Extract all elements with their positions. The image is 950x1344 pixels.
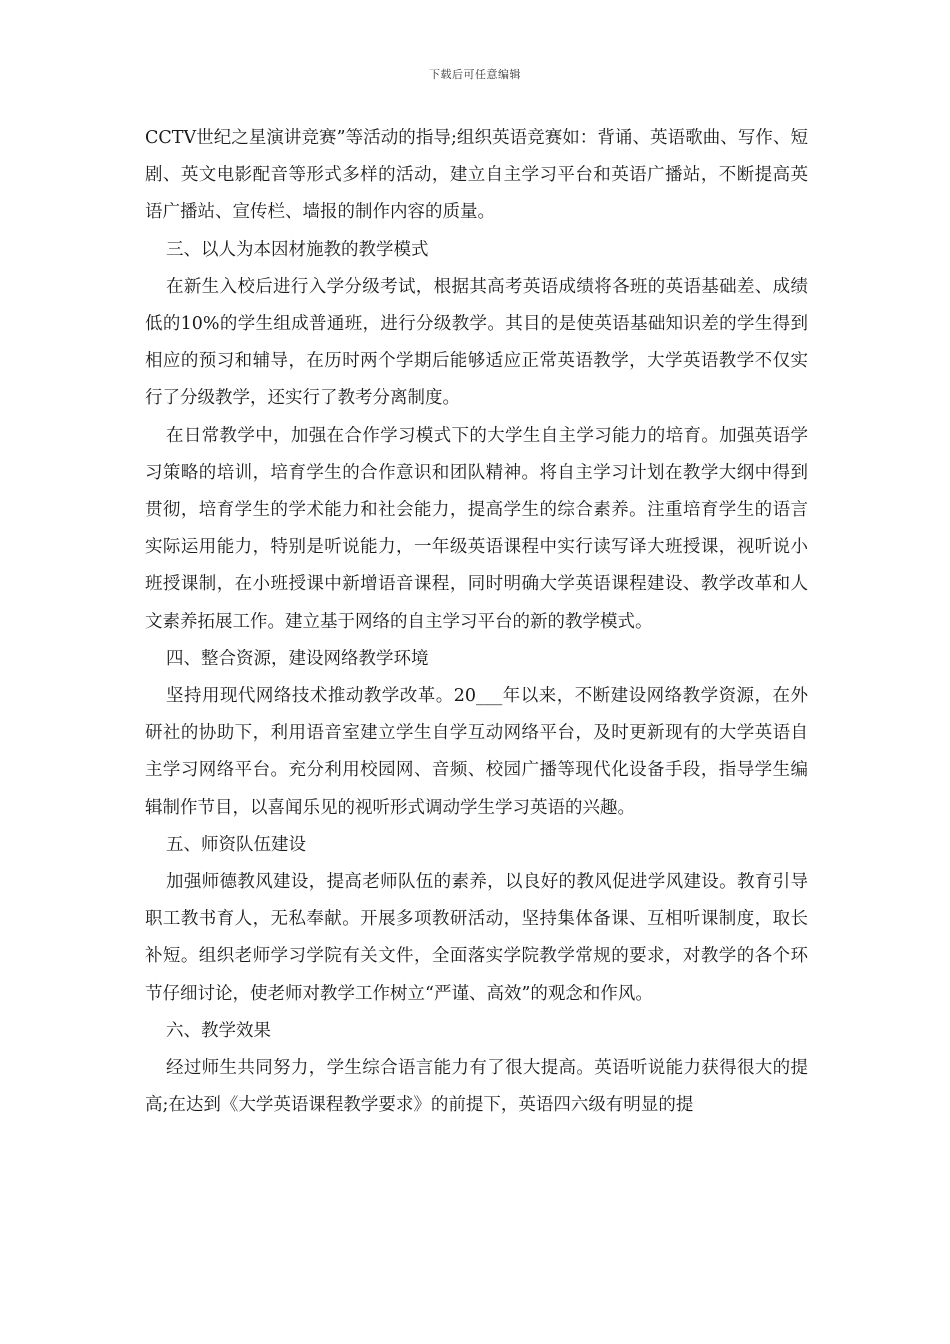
section-heading-3: 三、以人为本因材施教的教学模式 (166, 239, 429, 260)
section-heading-6: 六、教学效果 (166, 1020, 271, 1041)
paragraph: 加强师德教风建设，提高老师队伍的素养，以良好的教风促进学风建设。教育引导职工教书育人，无私奉献。开展多项教研活动，坚持集体备课、互相听课制度，取长补短。组织老师学习学院有关文件，全面落实学院教学常规的要求，对教学的各个环节仔细讨论，使老师对教学工作树立“严谨、高效”的观念和作风。 (145, 872, 808, 1004)
paragraph: 在新生入校后进行入学分级考试，根据其高考英语成绩将各班的英语基础差、成绩低的10%的学生组成普通班，进行分级教学。其目的是使英语基础知识差的学生得到相应的预习和辅导，在历时两个学期后能够适应正常英语教学，大学英语教学不仅实行了分级教学，还实行了教考分离制度。 (145, 276, 808, 409)
paragraph: 坚持用现代网络技术推动教学改革。20___年以来，不断建设网络教学资源，在外研社的协助下，利用语音室建立学生自学互动网络平台，及时更新现有的大学英语自主学习网络平台。充分利用校园网、音频、校园广播等现代化设备手段，指导学生编辑制作节目，以喜闻乐见的视听形式调动学生学习英语的兴趣。 (145, 686, 808, 818)
paragraph: 在日常教学中，加强在合作学习模式下的大学生自主学习能力的培育。加强英语学习策略的培训，培育学生的合作意识和团队精神。将自主学习计划在教学大纲中得到贯彻，培育学生的学术能力和社会能力，提高学生的综合素养。注重培育学生的语言实际运用能力，特别是听说能力，一年级英语课程中实行读写译大班授课，视听说小班授课制，在小班授课中新增语音课程，同时明确大学英语课程建设、教学改革和人文素养拓展工作。建立基于网络的自主学习平台的新的教学模式。 (145, 425, 808, 632)
section-heading-5: 五、师资队伍建设 (166, 834, 306, 855)
paragraph-continuation: CCTV世纪之星演讲竞赛”等活动的指导;组织英语竞赛如：背诵、英语歌曲、写作、短剧、英文电影配音等形式多样的活动，建立自主学习平台和英语广播站，不断提高英语广播站、宣传栏、墙报的制作内容的质量。 (145, 128, 808, 223)
page-header: 下载后可任意编辑 (429, 68, 521, 81)
section-heading-4: 四、整合资源，建设网络教学环境 (166, 648, 429, 669)
paragraph: 经过师生共同努力，学生综合语言能力有了很大提高。英语听说能力获得很大的提高;在达到《大学英语课程教学要求》的前提下，英语四六级有明显的提 (145, 1058, 808, 1116)
document-body (145, 120, 808, 1124)
